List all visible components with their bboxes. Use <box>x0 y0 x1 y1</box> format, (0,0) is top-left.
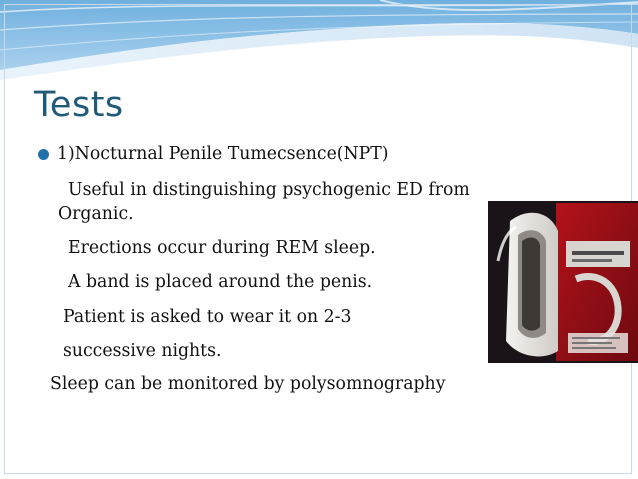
slide-title: Tests <box>34 85 124 125</box>
text-line: Useful in distinguishing psychogenic ED from <box>68 180 470 200</box>
snap-gauge-band-photo-icon <box>488 201 638 363</box>
text-line: Patient is asked to wear it on 2-3 <box>63 307 352 327</box>
text-line: Organic. <box>58 204 134 224</box>
bullet-heading: 1)Nocturnal Penile Tumecsence(NPT) <box>57 144 389 164</box>
text-line: Sleep can be monitored by polysomnography <box>50 374 446 394</box>
text-line: A band is placed around the penis. <box>68 272 373 292</box>
bullet-dot-icon <box>38 149 49 160</box>
text-line: Erections occur during REM sleep. <box>68 238 376 258</box>
text-line: successive nights. <box>63 341 222 361</box>
decorative-wave-banner <box>0 0 638 82</box>
